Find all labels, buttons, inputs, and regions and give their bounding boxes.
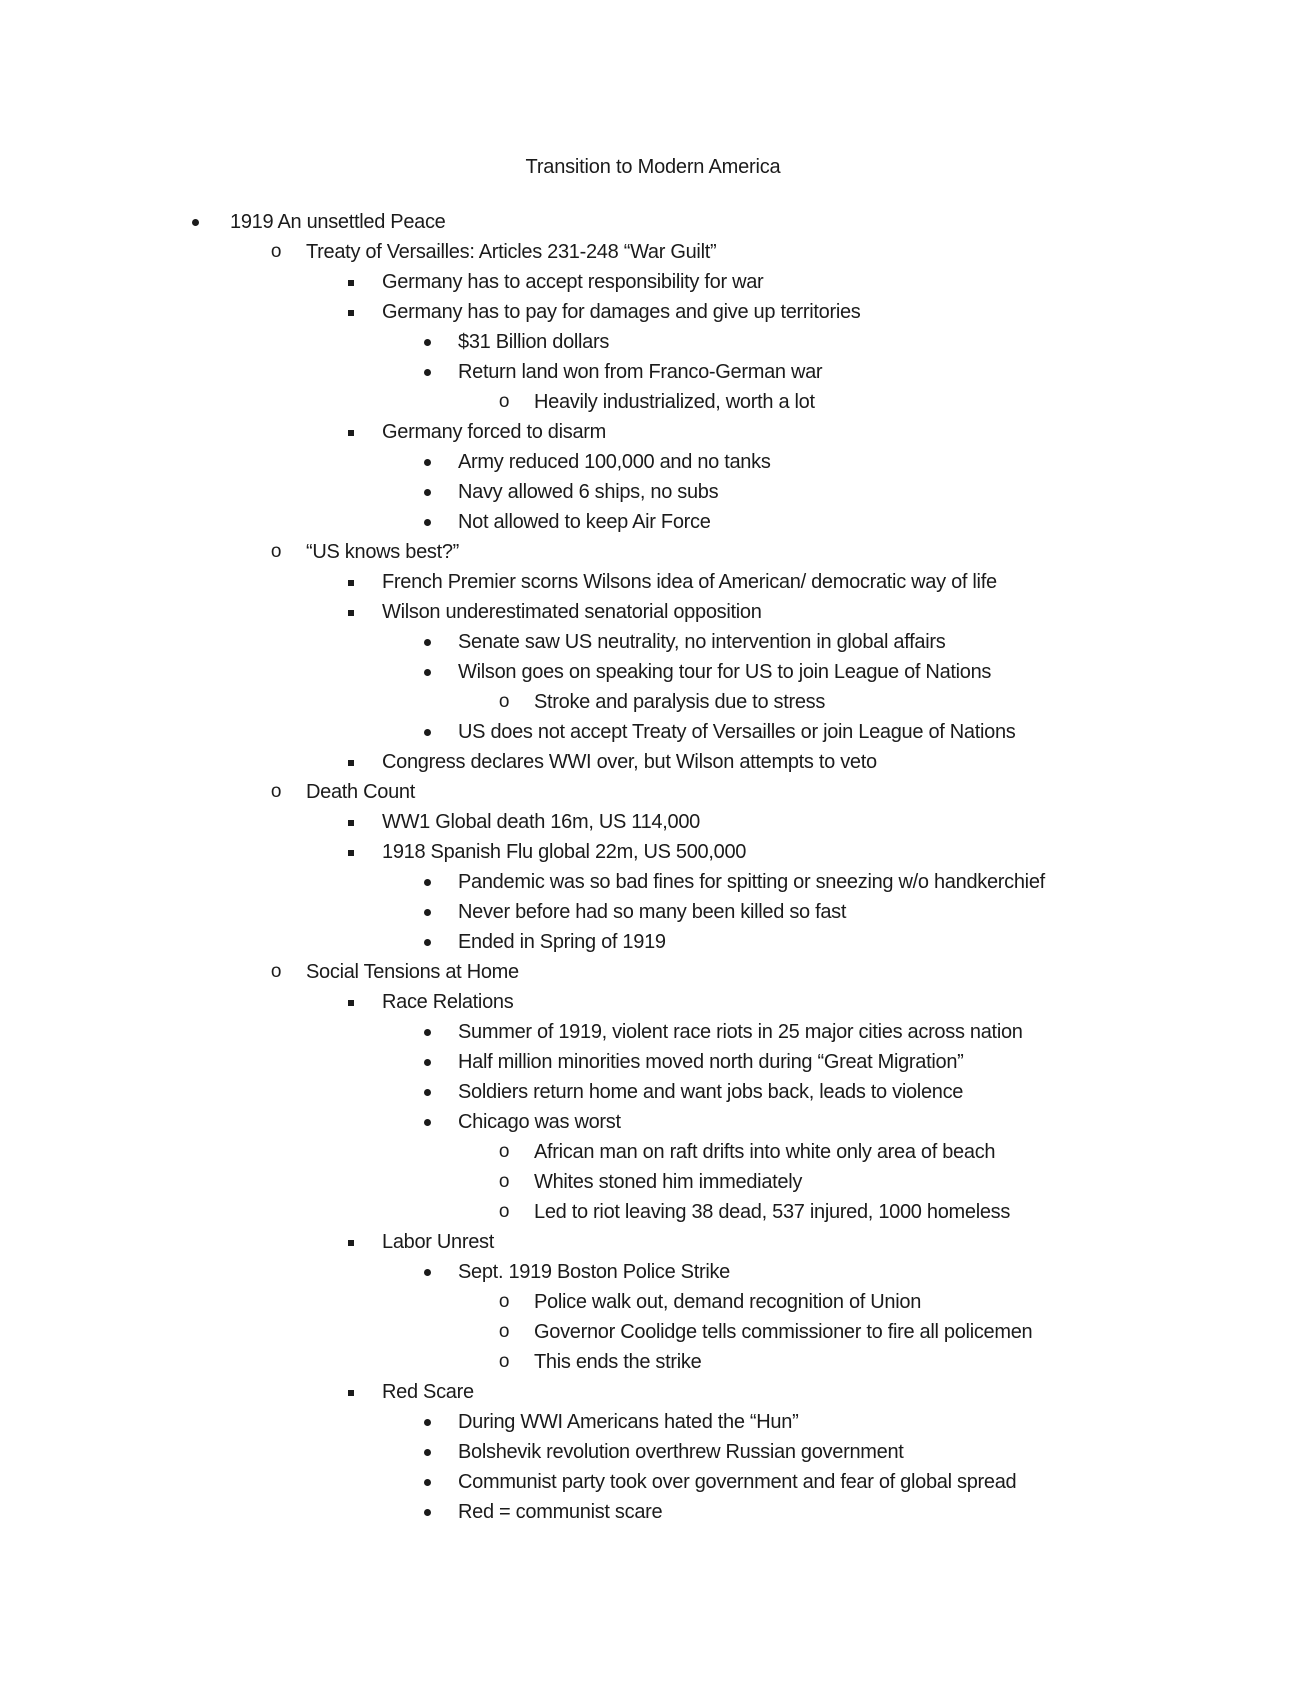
outline-item-text: Pandemic was so bad fines for spitting or sneezing w/o handkerchief: [458, 871, 1045, 893]
outline-item-text: 1919 An unsettled Peace: [230, 211, 446, 233]
bullet-disc-icon: [417, 1107, 437, 1137]
outline-item-text: Whites stoned him immediately: [534, 1171, 803, 1193]
outline-item: [0, 717, 1306, 747]
document-title: Transition to Modern America: [525, 156, 781, 178]
bullet-square-icon: [341, 747, 361, 777]
bullet-circle-o-icon: [494, 1137, 514, 1167]
bullet-disc-icon: [417, 477, 437, 507]
outline-item: [0, 597, 1306, 627]
outline-item: [0, 1317, 1306, 1347]
bullet-disc-icon: [417, 1467, 437, 1497]
outline-item-text: Social Tensions at Home: [306, 961, 519, 983]
outline-item: [0, 1017, 1306, 1047]
outline-item-text: Labor Unrest: [382, 1231, 495, 1253]
bullet-circle-o-icon: [494, 387, 514, 417]
outline-item: [0, 777, 1306, 807]
outline-item-text: Congress declares WWI over, but Wilson attempts to veto: [382, 751, 877, 773]
bullet-square-icon: [341, 417, 361, 447]
outline-item: [0, 897, 1306, 927]
outline-item-text: Navy allowed 6 ships, no subs: [458, 481, 719, 503]
outline-item-text: Treaty of Versailles: Articles 231-248 “War Guilt”: [306, 241, 717, 263]
outline-item-text: During WWI Americans hated the “Hun”: [458, 1411, 799, 1433]
outline-item: [0, 627, 1306, 657]
bullet-circle-o-icon: [494, 1287, 514, 1317]
outline-item-text: Half million minorities moved north during “Great Migration”: [458, 1051, 964, 1073]
outline-item-text: Wilson underestimated senatorial opposition: [382, 601, 762, 623]
bullet-disc-icon: [417, 1047, 437, 1077]
outline-item: [0, 417, 1306, 447]
bullet-square-icon: [341, 567, 361, 597]
bullet-disc-icon: [417, 657, 437, 687]
outline-item: [0, 1497, 1306, 1527]
bullet-disc-icon: [417, 1437, 437, 1467]
outline-item: [0, 237, 1306, 267]
outline-item: [0, 837, 1306, 867]
bullet-circle-o-icon: [494, 1167, 514, 1197]
outline-item-text: 1918 Spanish Flu global 22m, US 500,000: [382, 841, 747, 863]
outline-item: [0, 657, 1306, 687]
bullet-disc-icon: [417, 357, 437, 387]
bullet-circle-o-icon: [266, 537, 286, 567]
bullet-disc-icon: [417, 897, 437, 927]
outline-item: [0, 1347, 1306, 1377]
outline-item-text: Ended in Spring of 1919: [458, 931, 666, 953]
outline-item: [0, 867, 1306, 897]
bullet-disc-icon: [417, 867, 437, 897]
outline-item-text: Communist party took over government and fear of global spread: [458, 1471, 1017, 1493]
outline-item-text: Stroke and paralysis due to stress: [534, 691, 826, 713]
outline-item: [0, 687, 1306, 717]
outline-item: [0, 1227, 1306, 1257]
bullet-square-icon: [341, 267, 361, 297]
bullet-square-icon: [341, 297, 361, 327]
bullet-disc-icon: [417, 1077, 437, 1107]
outline-item: [0, 387, 1306, 417]
bullet-square-icon: [341, 837, 361, 867]
outline-item-text: Wilson goes on speaking tour for US to join League of Nations: [458, 661, 992, 683]
bullet-square-icon: [341, 807, 361, 837]
outline-item: [0, 327, 1306, 357]
outline-item: [0, 507, 1306, 537]
outline-item-text: Led to riot leaving 38 dead, 537 injured, 1000 homeless: [534, 1201, 1011, 1223]
bullet-disc-icon: [417, 1257, 437, 1287]
outline-item-text: Chicago was worst: [458, 1111, 621, 1133]
outline-item: [0, 1467, 1306, 1497]
outline-item-text: Senate saw US neutrality, no intervention in global affairs: [458, 631, 946, 653]
outline-item: [0, 297, 1306, 327]
outline-item: [0, 1197, 1306, 1227]
outline-item-text: Not allowed to keep Air Force: [458, 511, 711, 533]
outline-item-text: French Premier scorns Wilsons idea of American/ democratic way of life: [382, 571, 997, 593]
bullet-disc-icon: [417, 447, 437, 477]
outline-item-text: “US knows best?”: [306, 541, 460, 563]
outline-item: [0, 477, 1306, 507]
outline-item: [0, 207, 1306, 237]
outline-item: [0, 267, 1306, 297]
outline-item-text: Bolshevik revolution overthrew Russian government: [458, 1441, 904, 1463]
outline-item-text: This ends the strike: [534, 1351, 702, 1373]
outline-item: [0, 987, 1306, 1017]
outline-item-text: Summer of 1919, violent race riots in 25 major cities across nation: [458, 1021, 1023, 1043]
outline-item: [0, 807, 1306, 837]
outline-item-text: Police walk out, demand recognition of Union: [534, 1291, 922, 1313]
outline-item-text: WW1 Global death 16m, US 114,000: [382, 811, 700, 833]
outline-item-text: Sept. 1919 Boston Police Strike: [458, 1261, 730, 1283]
outline-list: [0, 207, 1306, 1527]
outline-item-text: Return land won from Franco-German war: [458, 361, 823, 383]
outline-item: [0, 567, 1306, 597]
bullet-circle-o-icon: [494, 1197, 514, 1227]
bullet-disc-icon: [185, 207, 205, 237]
outline-item: [0, 537, 1306, 567]
outline-item: [0, 1137, 1306, 1167]
outline-item-text: Death Count: [306, 781, 415, 803]
outline-item: [0, 1107, 1306, 1137]
outline-item: [0, 1047, 1306, 1077]
bullet-disc-icon: [417, 717, 437, 747]
outline-item-text: Race Relations: [382, 991, 514, 1013]
outline-item-text: Governor Coolidge tells commissioner to fire all policemen: [534, 1321, 1033, 1343]
outline-item-text: $31 Billion dollars: [458, 331, 610, 353]
outline-item-text: Red = communist scare: [458, 1501, 663, 1523]
outline-item-text: Never before had so many been killed so fast: [458, 901, 847, 923]
outline-item: [0, 1407, 1306, 1437]
outline-item-text: Red Scare: [382, 1381, 474, 1403]
outline-item: [0, 1287, 1306, 1317]
outline-item: [0, 357, 1306, 387]
bullet-circle-o-icon: [266, 237, 286, 267]
bullet-circle-o-icon: [494, 1317, 514, 1347]
outline-item: [0, 1077, 1306, 1107]
bullet-disc-icon: [417, 627, 437, 657]
outline-item: [0, 1437, 1306, 1467]
outline-item: [0, 447, 1306, 477]
outline-item-text: African man on raft drifts into white only area of beach: [534, 1141, 996, 1163]
bullet-disc-icon: [417, 1407, 437, 1437]
outline-item-text: Germany has to pay for damages and give up territories: [382, 301, 861, 323]
outline-item-text: Germany forced to disarm: [382, 421, 606, 443]
bullet-square-icon: [341, 597, 361, 627]
bullet-disc-icon: [417, 1017, 437, 1047]
bullet-square-icon: [341, 987, 361, 1017]
outline-item: [0, 1377, 1306, 1407]
outline-item-text: Germany has to accept responsibility for war: [382, 271, 764, 293]
bullet-square-icon: [341, 1377, 361, 1407]
outline-item: [0, 1167, 1306, 1197]
outline-item: [0, 747, 1306, 777]
outline-item: [0, 927, 1306, 957]
bullet-circle-o-icon: [266, 957, 286, 987]
outline-item: [0, 957, 1306, 987]
bullet-disc-icon: [417, 327, 437, 357]
bullet-circle-o-icon: [266, 777, 286, 807]
bullet-disc-icon: [417, 507, 437, 537]
bullet-circle-o-icon: [494, 1347, 514, 1377]
outline-item-text: Soldiers return home and want jobs back, leads to violence: [458, 1081, 964, 1103]
outline-item-text: Army reduced 100,000 and no tanks: [458, 451, 771, 473]
outline-item-text: Heavily industrialized, worth a lot: [534, 391, 815, 413]
outline-item: [0, 1257, 1306, 1287]
bullet-circle-o-icon: [494, 687, 514, 717]
bullet-disc-icon: [417, 1497, 437, 1527]
outline-item-text: US does not accept Treaty of Versailles or join League of Nations: [458, 721, 1016, 743]
bullet-disc-icon: [417, 927, 437, 957]
bullet-square-icon: [341, 1227, 361, 1257]
